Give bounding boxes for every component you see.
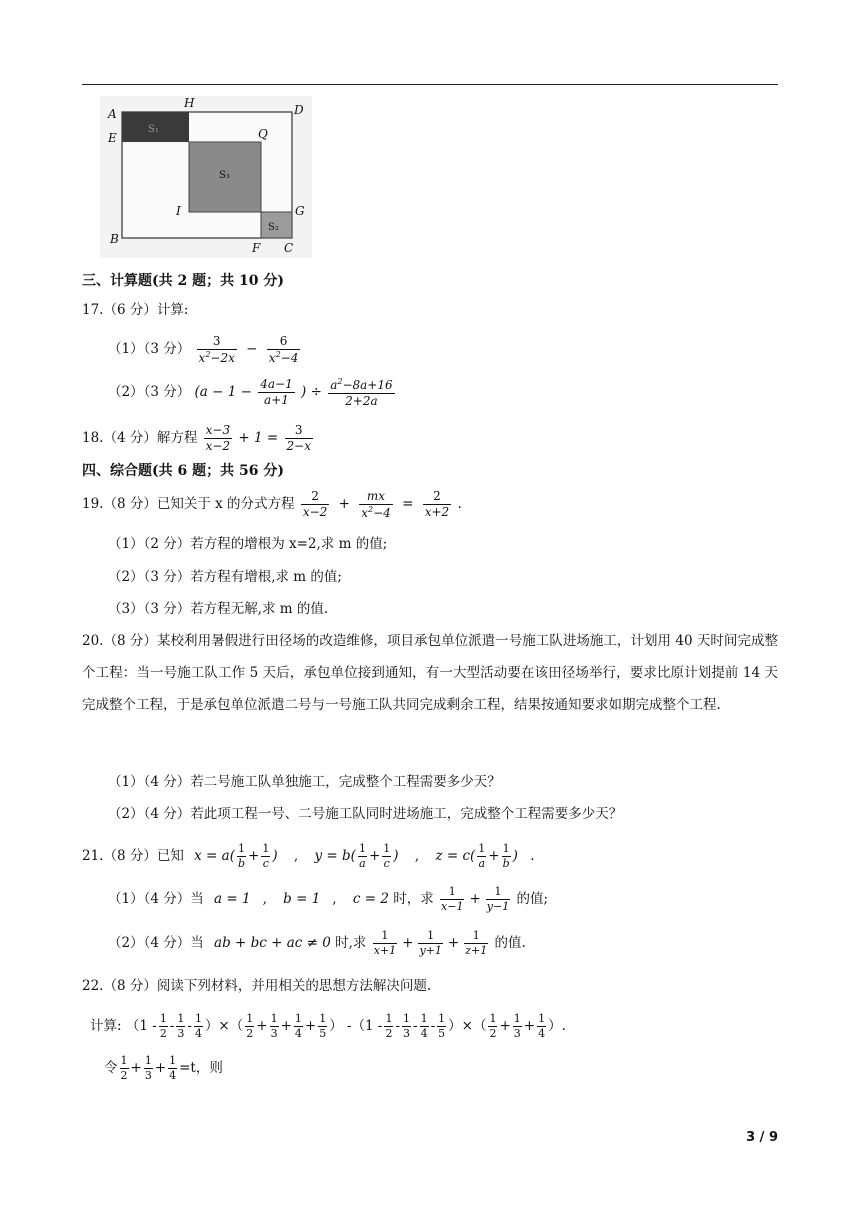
label-F: F <box>252 241 261 255</box>
fraction: $\frac{1}{y+1}$ <box>419 929 442 957</box>
q21-part2-label: （2）（4 分）当 <box>108 935 204 951</box>
q22-calc-label: 计算: <box>90 1018 122 1034</box>
q20-stem: 20.（8 分）某校利用暑假进行田径场的改造维修，项目承包单位派遣一号施工队进场施工，计划用 40 天时间完成整个工程：当一号施工队工作 5 天后，承包单位接到通知，有一大型活动要在该田径场举行，要求比原计划提前 14 天完成整个工程，于是承包单位派遣二号与一号施工队共同完成剩余工程，结果按通知要求如期完成整个工程. <box>82 633 778 713</box>
label-I: I <box>176 204 181 218</box>
q22-calc: 计算: （1 - $\frac{1}{2}$ - $\frac{1}{3}$ - $\frac{1}{4}$ ）×（ $\frac{1}{2}$ + $\frac{1}{3}$ + $\frac{1}{4}$ + $\frac{1}{5}$ ） -（1 - $\frac{1}{2}$ - $\frac{1}{3}$ - $\frac{1}{4}$ - $\frac{1}{5}$ ）×（ $\frac{1}{2}$ + $\frac{1}{3}$ + $\frac{1}{4}$ ）. <box>90 1012 566 1040</box>
label-S2: S₂ <box>268 222 279 233</box>
q20-part1: （1）（4 分）若二号施工队单独施工，完成整个工程需要多少天？ <box>108 774 501 790</box>
label-H: H <box>184 96 195 110</box>
label-C: C <box>284 241 294 255</box>
q21-part1-mid: 时，求 <box>393 891 434 907</box>
label-S3: S₃ <box>219 170 230 181</box>
label-D: D <box>294 103 304 117</box>
fraction: $\frac{1}{x-1}$ <box>441 885 464 913</box>
fraction: $\frac{x-3}{x-2}$ <box>205 423 231 453</box>
q21-part2-mid: 时,求 <box>335 935 367 951</box>
q19-part2: （2）（3 分）若方程有增根,求 m 的值; <box>108 569 342 585</box>
q21-part2-end: 的值. <box>494 935 526 951</box>
q17-part1: （1）（3 分） $\frac{3}{x^2-2x}$ − $\frac{6}{x^2-4}$ <box>108 333 299 365</box>
q17-part2: （2）（3 分） (a − 1 − $\frac{4a-1}{a+1}$ ) ÷ $\frac{a^2-8a+16}{2+2a}$ <box>108 376 393 408</box>
fraction: $\frac{2}{x-2}$ <box>302 489 328 519</box>
q21-part1-label: （1）（4 分）当 <box>108 891 204 907</box>
q19-part1: （1）（2 分）若方程的增根为 x=2,求 m 的值; <box>108 536 388 552</box>
q18: 18.（4 分）解方程 $\frac{x-3}{x-2}$ + 1 = $\frac{3}{2-x}$ <box>82 423 311 453</box>
fraction: $\frac{a^2-8a+16}{2+2a}$ <box>330 376 393 408</box>
q22-let: 令 $\frac{1}{2}$ + $\frac{1}{3}$ + $\frac{1}{4}$ =t，则 <box>104 1054 223 1082</box>
q17-part2-label: （2）（3 分） <box>108 384 191 400</box>
q22-stem: 22.（8 分）阅读下列材料，并用相关的思想方法解决问题. <box>82 978 432 994</box>
square-diagram <box>100 96 312 258</box>
q17-part1-label: （1）（3 分） <box>108 341 191 357</box>
label-G: G <box>295 204 305 218</box>
section4-heading: 四、综合题(共 6 题；共 56 分) <box>82 463 284 479</box>
q18-stem: 18.（4 分）解方程 <box>82 430 198 446</box>
q22-let-label: 令 <box>104 1060 118 1076</box>
fraction: $\frac{2}{x+2}$ <box>424 489 450 519</box>
fraction: $\frac{6}{x^2-4}$ <box>268 333 299 365</box>
label-B: B <box>110 232 119 246</box>
label-Q: Q <box>258 127 268 141</box>
q21-stem: 21.（8 分）已知 x = a( $\frac{1}{b}$ + $\frac{1}{c}$ ) , y = b( $\frac{1}{a}$ + $\frac{1}{c}$ ) , z = c( $\frac{1}{a}$ + $\frac{1}{b}$ ) . <box>82 842 535 870</box>
q22-then: =t，则 <box>179 1060 223 1076</box>
page-number: 3 / 9 <box>746 1130 778 1145</box>
fraction: $\frac{4a-1}{a+1}$ <box>260 377 293 407</box>
geometry-figure <box>100 96 312 258</box>
q19-part3: （3）（3 分）若方程无解,求 m 的值. <box>108 601 329 617</box>
section3-heading: 三、计算题(共 2 题；共 10 分) <box>82 273 284 289</box>
fraction: $\frac{3}{2-x}$ <box>286 423 311 453</box>
q21-part1: （1）（4 分）当 a = 1 , b = 1 , c = 2 时，求 $\frac{1}{x-1}$ + $\frac{1}{y-1}$ 的值; <box>108 885 549 913</box>
fraction: $\frac{1}{y-1}$ <box>486 885 510 913</box>
header-rule <box>82 84 778 85</box>
label-S1: S₁ <box>148 124 159 135</box>
fraction: $\frac{1}{x+1}$ <box>373 929 397 957</box>
q20-part2: （2）（4 分）若此项工程一号、二号施工队同时进场施工，完成整个工程需要多少天？ <box>108 806 623 822</box>
fraction: $\frac{1}{z+1}$ <box>465 929 488 957</box>
q17-stem: 17.（6 分）计算: <box>82 302 189 318</box>
q19-stem: 19.（8 分）已知关于 x 的分式方程 $\frac{2}{x-2}$ + $\frac{mx}{x^2-4}$ = $\frac{2}{x+2}$ . <box>82 488 462 520</box>
q21-stem-text: 21.（8 分）已知 <box>82 848 184 864</box>
q19-stem-text: 19.（8 分）已知关于 x 的分式方程 <box>82 496 295 512</box>
fraction: $\frac{3}{x^2-2x}$ <box>198 333 235 365</box>
q21-part2: （2）（4 分）当 ab + bc + ac ≠ 0 时,求 $\frac{1}{x+1}$ + $\frac{1}{y+1}$ + $\frac{1}{z+1}$ 的值. <box>108 929 526 957</box>
q21-part1-end: 的值; <box>516 891 549 907</box>
fraction: $\frac{mx}{x^2-4}$ <box>361 488 391 520</box>
label-E: E <box>108 131 117 145</box>
label-A: A <box>108 107 117 121</box>
